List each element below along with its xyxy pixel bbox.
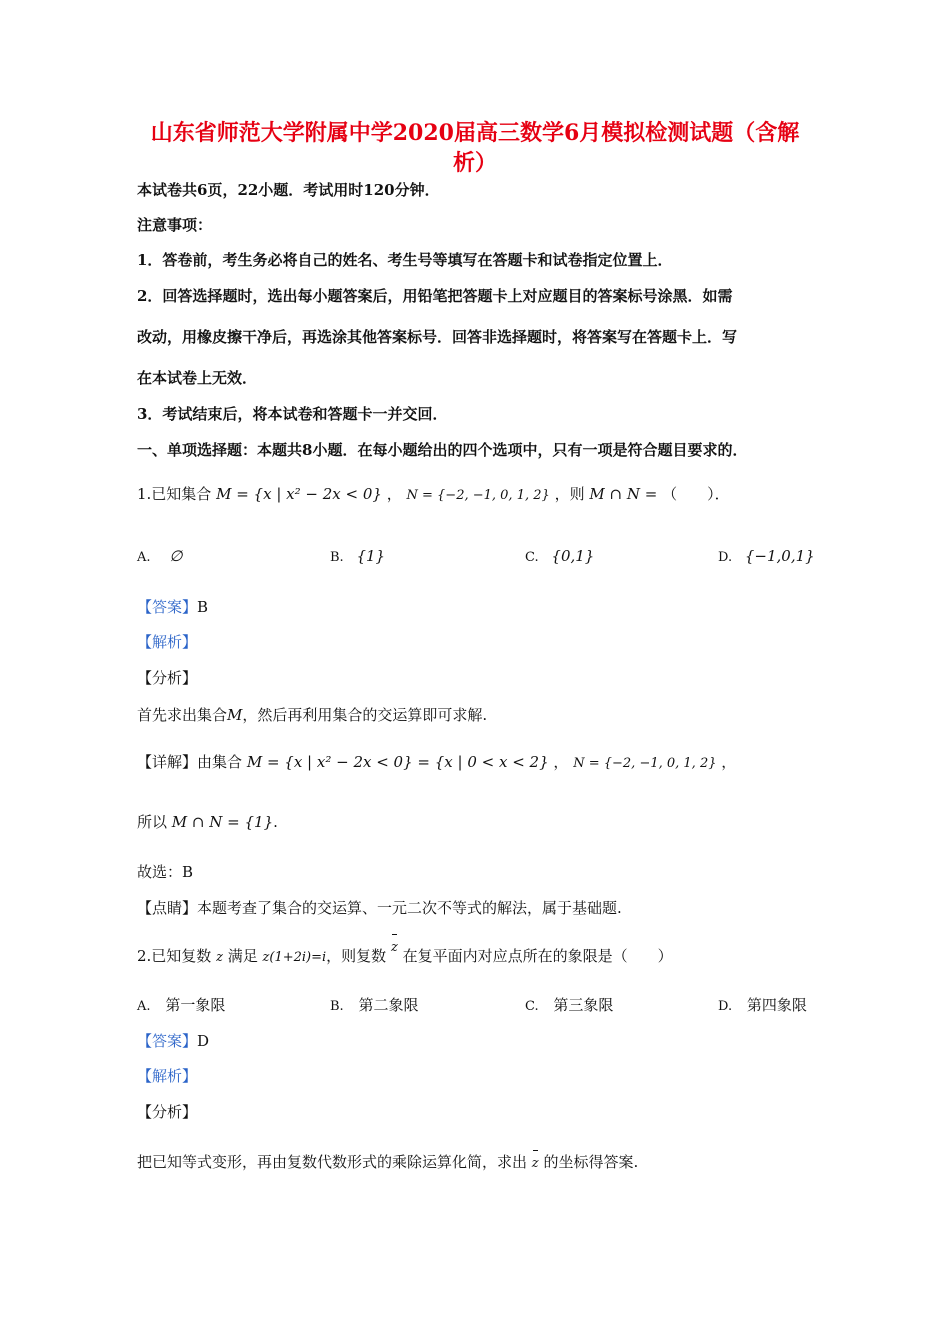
title-line-2: 析）	[452, 150, 497, 176]
q2-option-c	[525, 995, 613, 1017]
q1-conclusion	[137, 812, 278, 832]
q1-option-b	[330, 546, 385, 568]
q2-option-c-label: C.	[525, 999, 539, 1014]
q1-option-d-label: D.	[718, 550, 733, 565]
q1-explain-tag: 【解析】	[137, 633, 198, 651]
q2-cond-eq: z(1+2i)=i	[262, 950, 327, 965]
q1-option-a-value: ∅	[169, 547, 183, 565]
q2-option-b	[330, 995, 418, 1017]
q2-cond-a: 满足	[227, 947, 258, 965]
q1-analysis-a: 首先求出集合	[137, 706, 228, 724]
document-title	[120, 118, 830, 178]
q2-analysis-a: 把已知等式变形，再由复数代数形式的乘除运算化简，求出	[137, 1153, 528, 1171]
q2-option-a-label: A.	[137, 999, 151, 1014]
q1-comment	[137, 898, 622, 918]
q1-option-d-value: {−1,0,1}	[744, 547, 815, 565]
q1-answer-tag: 【答案】	[137, 598, 198, 616]
q2-analysis-b: 的坐标得答案.	[543, 1153, 639, 1171]
q2-option-b-label: B.	[330, 999, 344, 1014]
question-2-stem	[137, 940, 673, 968]
q1-option-d	[718, 546, 815, 568]
q1-analysis-var: M	[227, 706, 243, 724]
q1-set-m: M = {x | x² − 2x < 0}	[216, 485, 382, 503]
q2-option-c-value: 第三象限	[553, 996, 614, 1014]
q1-option-c-value: {0,1}	[551, 547, 595, 565]
q1-analysis-b: ，然后再利用集合的交运算即可求解.	[242, 706, 488, 724]
q1-so-a: 所以	[137, 813, 168, 831]
section-heading: 一、单项选择题：本题共8小题．在每小题给出的四个选项中，只有一项是符合题目要求的．	[137, 441, 748, 459]
q1-detail-n: N = {−2, −1, 0, 1, 2}	[573, 756, 717, 771]
q1-option-b-label: B.	[330, 550, 344, 565]
q2-option-d	[718, 995, 807, 1017]
q1-option-a-label: A.	[137, 550, 151, 565]
q1-answer-value: B	[197, 598, 209, 616]
question-1-stem	[137, 484, 730, 506]
q1-prefix: 1.已知集合	[137, 485, 212, 503]
q1-comment-text: 本题考查了集合的交运算、一元二次不等式的解法，属于基础题.	[197, 899, 622, 917]
notice-heading: 注意事项：	[137, 216, 213, 234]
q2-option-a-value: 第一象限	[165, 996, 226, 1014]
q2-var-z: z	[216, 950, 223, 965]
q1-detail-end: ，	[721, 753, 737, 771]
q1-option-c-label: C.	[525, 550, 539, 565]
notice-item-2b: 改动，用橡皮擦干净后，再选涂其他答案标号．回答非选择题时，将答案写在答题卡上．写	[137, 328, 738, 346]
q2-option-d-value: 第四象限	[746, 996, 807, 1014]
q1-detail-sep: ，	[553, 753, 569, 771]
notice-item-1: 1．答卷前，考生务必将自己的姓名、考生号等填写在答题卡和试卷指定位置上．	[137, 251, 673, 269]
q1-expr: M ∩ N =	[589, 485, 658, 503]
q1-detail-eq: M = {x | x² − 2x < 0} = {x | 0 < x < 2}	[246, 753, 549, 771]
q2-analysis	[137, 1152, 638, 1174]
q1-option-b-value: {1}	[356, 547, 386, 565]
q2-conjugate: z	[391, 938, 398, 958]
q1-detail-a: 由集合	[197, 753, 243, 771]
q1-sep: ，	[386, 485, 402, 503]
q2-explain-tag: 【解析】	[137, 1067, 198, 1085]
q1-blank: （ ）．	[662, 485, 730, 503]
q1-set-n: N = {−2, −1, 0, 1, 2}	[406, 488, 550, 503]
q1-option-c	[525, 546, 594, 568]
q2-tail: 在复平面内对应点所在的象限是（ ）	[402, 947, 673, 965]
q1-analysis-tag: 【分析】	[137, 669, 198, 687]
q2-answer-tag: 【答案】	[137, 1032, 198, 1050]
title-line-1: 山东省师范大学附属中学2020届高三数学6月模拟检测试题（含解	[150, 120, 800, 146]
q2-analysis-tag: 【分析】	[137, 1103, 198, 1121]
q1-analysis	[137, 705, 487, 725]
q2-analysis-conj: z	[532, 1154, 539, 1174]
q2-answer	[137, 1031, 209, 1051]
q1-detail	[137, 752, 736, 774]
q1-then: ，则	[554, 485, 585, 503]
q2-cond-b: ，则复数	[326, 947, 387, 965]
notice-item-2c: 在本试卷上无效．	[137, 369, 258, 387]
notice-item-2a: 2．回答选择题时，选出每小题答案后，用铅笔把答题卡上对应题目的答案标号涂黑．如需	[137, 287, 733, 305]
q1-comment-tag: 【点睛】	[137, 899, 198, 917]
notice-item-3: 3．考试结束后，将本试卷和答题卡一并交回．	[137, 405, 448, 423]
q1-choice: 故选：B	[137, 863, 194, 881]
exam-summary: 本试卷共6页，22小题．考试用时120分钟．	[137, 181, 440, 199]
q2-answer-value: D	[197, 1032, 210, 1050]
q1-option-a	[137, 546, 182, 568]
q1-so-end: .	[273, 813, 278, 831]
q1-answer	[137, 597, 208, 617]
q2-option-b-value: 第二象限	[358, 996, 419, 1014]
q2-option-a	[137, 995, 225, 1017]
q2-prefix: 2.已知复数	[137, 947, 212, 965]
q1-detail-tag: 【详解】	[137, 753, 198, 771]
q1-so-eq: M ∩ N = {1}	[171, 813, 274, 831]
q2-option-d-label: D.	[718, 999, 733, 1014]
